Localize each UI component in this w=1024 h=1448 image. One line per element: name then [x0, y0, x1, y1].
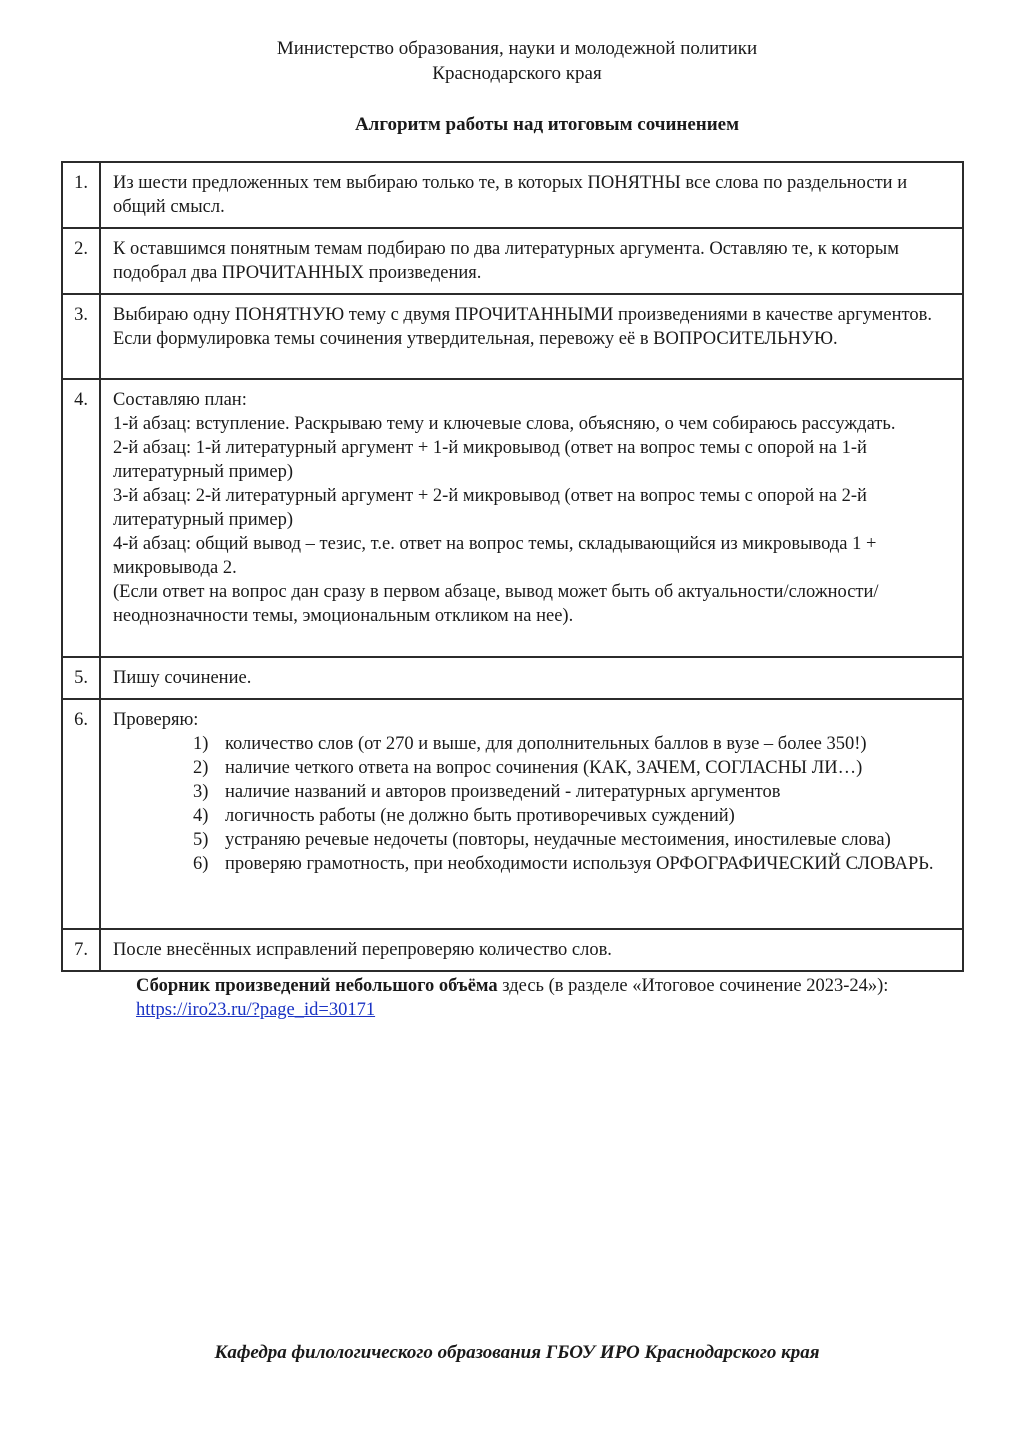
list-item: 3) наличие названий и авторов произведений - литературных аргументов: [193, 782, 781, 802]
step-text: После внесённых исправлений перепроверяю количество слов.: [100, 929, 963, 971]
step-text: [100, 379, 963, 657]
table-row: [62, 379, 963, 657]
table-row: [62, 657, 963, 699]
plan-paragraph-3: 3-й абзац: 2-й литературный аргумент + 2-й микровывод (ответ на вопрос темы с опорой на 2-й литературный пример): [113, 486, 867, 530]
list-item: 1) количество слов (от 270 и выше, для дополнительных баллов в вузе – более 350!): [193, 734, 867, 754]
department-footer: Кафедра филологического образования ГБОУ ИРО Краснодарского края: [214, 1342, 820, 1363]
check-list: [113, 732, 952, 876]
step-number: 6.: [62, 699, 100, 929]
collection-note-text: здесь (в разделе «Итоговое сочинение 2023-24»):: [497, 976, 889, 996]
step-text: Пишу сочинение.: [100, 657, 963, 699]
plan-note: (Если ответ на вопрос дан сразу в первом абзаце, вывод может быть об актуальности/сложности/неоднозначности темы, эмоциональным откликом на нее).: [113, 582, 879, 626]
plan-paragraph-4: 4-й абзац: общий вывод – тезис, т.е. ответ на вопрос темы, складывающийся из микровывода 1 + микровывода 2.: [113, 534, 877, 578]
collection-link[interactable]: https://iro23.ru/?page_id=30171: [136, 1000, 376, 1020]
ministry-header: [0, 36, 1024, 86]
step-text: К оставшимся понятным темам подбираю по два литературных аргумента. Оставляю те, к которым подобрал два ПРОЧИТАННЫХ произведения.: [100, 228, 963, 294]
list-item: 2) наличие четкого ответа на вопрос сочинения (КАК, ЗАЧЕМ, СОГЛАСНЫ ЛИ…): [193, 758, 863, 778]
plan-paragraph-2: 2-й абзац: 1-й литературный аргумент + 1-й микровывод (ответ на вопрос темы с опорой на 1-й литературный пример): [113, 438, 867, 482]
table-row: [62, 699, 963, 929]
step-text: Выбираю одну ПОНЯТНУЮ тему с двумя ПРОЧИТАННЫМИ произведениями в качестве аргументов. Если формулировка темы сочинения утвердительная, перевожу её в ВОПРОСИТЕЛЬНУЮ.: [100, 294, 963, 379]
step-number: 2.: [62, 228, 100, 294]
step-text: Из шести предложенных тем выбираю только те, в которых ПОНЯТНЫ все слова по раздельности и общий смысл.: [100, 162, 963, 228]
table-row: [62, 162, 963, 228]
algorithm-table: [61, 161, 964, 972]
list-item: 5) устраняю речевые недочеты (повторы, неудачные местоимения, иностилевые слова): [193, 830, 891, 850]
check-heading: Проверяю:: [113, 710, 199, 730]
table-row: [62, 294, 963, 379]
ministry-line-1: Министерство образования, науки и молодежной политики: [276, 38, 758, 59]
document-title: Алгоритм работы над итоговым сочинением: [354, 114, 740, 135]
collection-note-bold: Сборник произведений небольшого объёма: [136, 976, 498, 996]
list-item: 6) проверяю грамотность, при необходимости используя ОРФОГРАФИЧЕСКИЙ СЛОВАРЬ.: [193, 854, 934, 874]
step-number: 4.: [62, 379, 100, 657]
ministry-line-2: Краснодарского края: [432, 63, 602, 84]
step-number: 3.: [62, 294, 100, 379]
step-number: 7.: [62, 929, 100, 971]
collection-note: [136, 974, 976, 1022]
table-row: [62, 929, 963, 971]
plan-paragraph-1: 1-й абзац: вступление. Раскрываю тему и ключевые слова, объясняю, о чем собираюсь рассуждать.: [113, 414, 896, 434]
step-text: [100, 699, 963, 929]
table-row: [62, 228, 963, 294]
list-item: 4) логичность работы (не должно быть противоречивых суждений): [193, 806, 735, 826]
step-number: 5.: [62, 657, 100, 699]
plan-heading: Составляю план:: [113, 390, 247, 410]
step-number: 1.: [62, 162, 100, 228]
